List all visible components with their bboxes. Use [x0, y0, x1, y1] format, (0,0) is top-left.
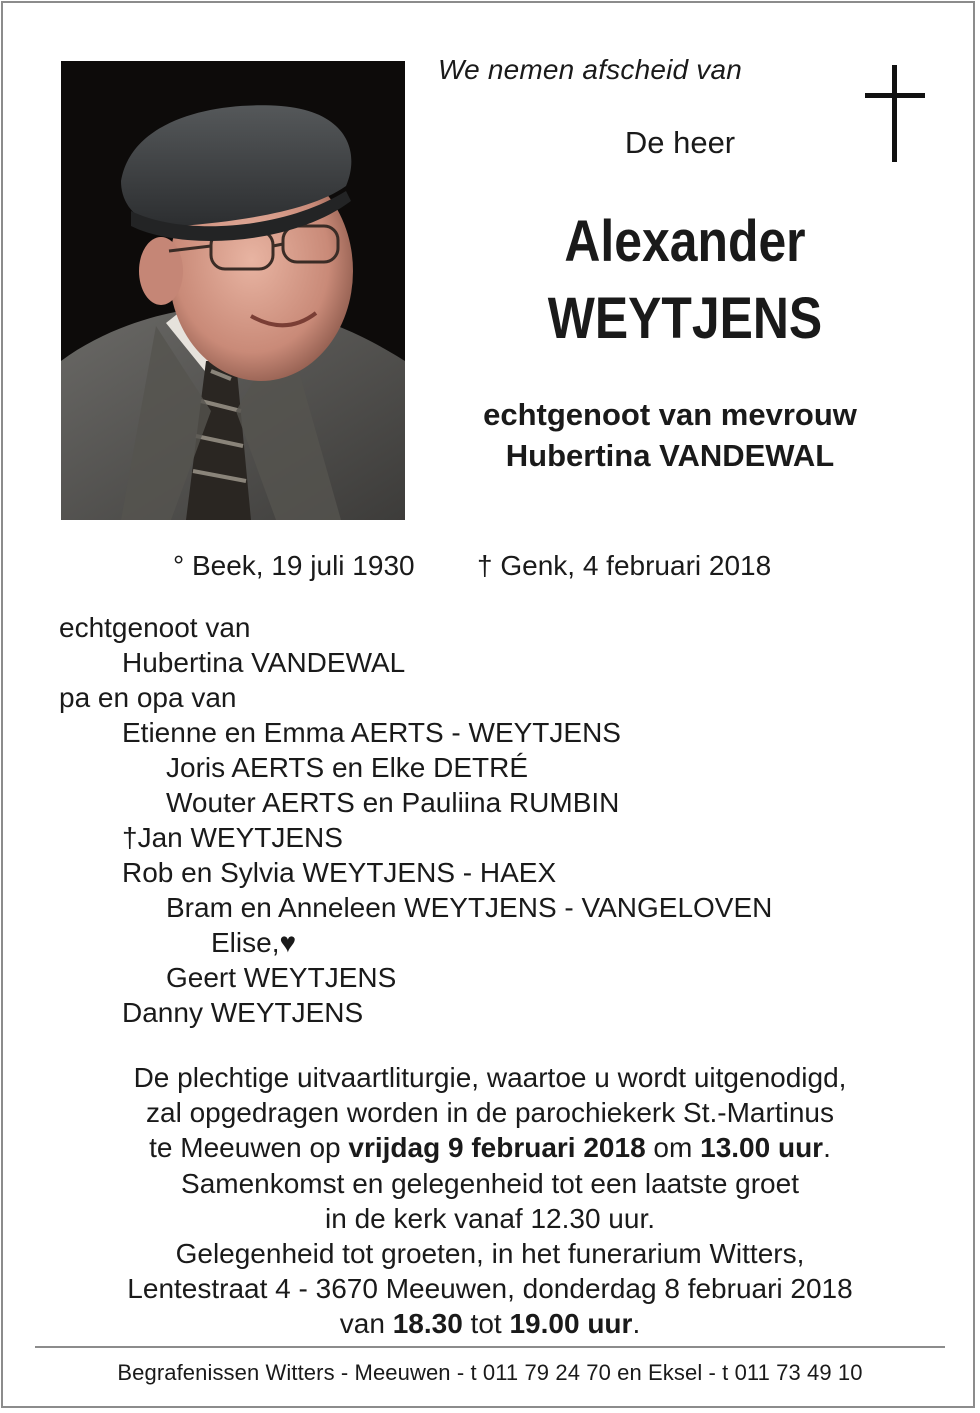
funeral-service-info — [0, 1060, 980, 1342]
spouse-name: Hubertina VANDEWAL — [505, 438, 835, 473]
service-date: vrijdag 9 februari 2018 — [348, 1132, 646, 1164]
family-line: Hubertina VANDEWAL — [122, 647, 406, 678]
family-line: Rob en Sylvia WEYTJENS - HAEX — [122, 857, 557, 888]
family-line: Danny WEYTJENS — [122, 997, 364, 1028]
death-date: † Genk, 4 februari 2018 — [477, 550, 772, 581]
family-line: Joris AERTS en Elke DETRÉ — [166, 752, 529, 783]
family-line: Etienne en Emma AERTS - WEYTJENS — [122, 717, 621, 748]
service-line: zal opgedragen worden in de parochiekerk St.-Martinus — [146, 1097, 834, 1129]
portrait-photo — [61, 61, 405, 520]
intro-text: We nemen afscheid van — [437, 54, 743, 85]
deceased-last-name: WEYTJENS — [547, 286, 823, 351]
family-line: Bram en Anneleen WEYTJENS - VANGELOVEN — [166, 892, 773, 923]
visitation-start: 18.30 — [392, 1308, 463, 1340]
service-line: in de kerk vanaf 12.30 uur. — [325, 1202, 655, 1234]
family-line: Geert WEYTJENS — [166, 962, 397, 993]
service-line: De plechtige uitvaartliturgie, waartoe u wordt uitgenodigd, — [133, 1062, 847, 1093]
family-line: Wouter AERTS en Pauliina RUMBIN — [166, 787, 620, 818]
service-line: Gelegenheid tot groeten, in het funerarium Witters, — [175, 1238, 805, 1270]
portrait-illustration — [61, 61, 405, 520]
service-time: 13.00 uur — [700, 1132, 824, 1164]
service-line: Samenkomst en gelegenheid tot een laatste groet — [181, 1167, 799, 1199]
family-line: echtgenoot van — [59, 612, 251, 643]
service-line: van 18.30 tot 19.00 uur. — [339, 1308, 641, 1340]
latin-cross-icon — [865, 65, 925, 163]
family-line: Elise,♥ — [211, 927, 297, 958]
salutation: De heer — [624, 125, 736, 160]
deceased-first-name: Alexander — [564, 209, 806, 274]
family-line: †Jan WEYTJENS — [122, 822, 343, 853]
service-line: Lentestraat 4 - 3670 Meeuwen, donderdag 8 februari 2018 — [127, 1273, 853, 1305]
birth-date: ° Beek, 19 juli 1930 — [173, 550, 415, 581]
family-line: pa en opa van — [59, 682, 237, 713]
footer-divider — [35, 1346, 945, 1348]
funeral-home-footer: Begrafenissen Witters - Meeuwen - t 011 79 24 70 en Eksel - t 011 73 49 10 — [117, 1360, 863, 1385]
visitation-end: 19.00 uur — [509, 1308, 633, 1340]
spouse-intro: echtgenoot van mevrouw — [483, 397, 857, 432]
service-line: te Meeuwen op vrijdag 9 februari 2018 om 13.00 uur. — [149, 1132, 831, 1164]
